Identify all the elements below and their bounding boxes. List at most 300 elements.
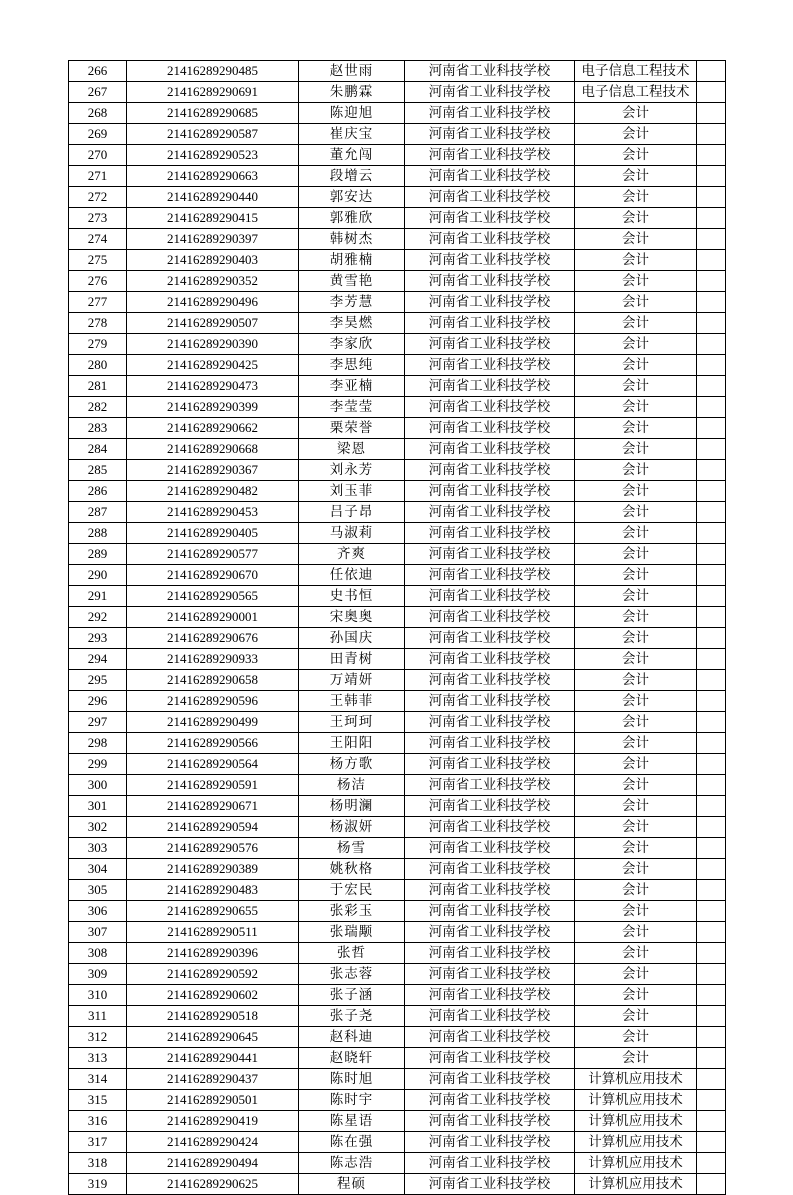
cell-student-name: 杨洁 — [299, 775, 405, 796]
cell-major-name: 电子信息工程技术 — [575, 82, 697, 103]
cell-school-name: 河南省工业科技学校 — [405, 502, 575, 523]
cell-major-name: 会计 — [575, 922, 697, 943]
cell-student-name: 杨雪 — [299, 838, 405, 859]
cell-exam-id: 21416289290483 — [127, 880, 299, 901]
cell-extra — [697, 775, 726, 796]
cell-index: 314 — [69, 1069, 127, 1090]
cell-index: 272 — [69, 187, 127, 208]
cell-index: 296 — [69, 691, 127, 712]
cell-school-name: 河南省工业科技学校 — [405, 670, 575, 691]
cell-index: 300 — [69, 775, 127, 796]
cell-student-name: 张哲 — [299, 943, 405, 964]
table-row — [69, 670, 726, 691]
cell-index: 268 — [69, 103, 127, 124]
cell-major-name: 会计 — [575, 187, 697, 208]
cell-exam-id: 21416289290645 — [127, 1027, 299, 1048]
cell-student-name: 杨淑妍 — [299, 817, 405, 838]
cell-major-name: 会计 — [575, 607, 697, 628]
cell-extra — [697, 523, 726, 544]
cell-extra — [697, 502, 726, 523]
table-row — [69, 943, 726, 964]
table-row — [69, 544, 726, 565]
cell-exam-id: 21416289290565 — [127, 586, 299, 607]
cell-exam-id: 21416289290352 — [127, 271, 299, 292]
student-roster-table — [68, 60, 726, 1195]
cell-extra — [697, 1174, 726, 1195]
table-row — [69, 754, 726, 775]
cell-exam-id: 21416289290662 — [127, 418, 299, 439]
table-row — [69, 1069, 726, 1090]
cell-exam-id: 21416289290685 — [127, 103, 299, 124]
cell-student-name: 王阳阳 — [299, 733, 405, 754]
cell-exam-id: 21416289290389 — [127, 859, 299, 880]
cell-extra — [697, 124, 726, 145]
cell-exam-id: 21416289290507 — [127, 313, 299, 334]
cell-exam-id: 21416289290511 — [127, 922, 299, 943]
cell-major-name: 会计 — [575, 1027, 697, 1048]
cell-school-name: 河南省工业科技学校 — [405, 985, 575, 1006]
cell-student-name: 史书恒 — [299, 586, 405, 607]
cell-school-name: 河南省工业科技学校 — [405, 334, 575, 355]
cell-exam-id: 21416289290676 — [127, 628, 299, 649]
table-row — [69, 103, 726, 124]
cell-student-name: 董允闯 — [299, 145, 405, 166]
cell-school-name: 河南省工业科技学校 — [405, 565, 575, 586]
cell-student-name: 崔庆宝 — [299, 124, 405, 145]
table-row — [69, 1174, 726, 1195]
cell-exam-id: 21416289290001 — [127, 607, 299, 628]
cell-major-name: 会计 — [575, 397, 697, 418]
table-row — [69, 145, 726, 166]
cell-school-name: 河南省工业科技学校 — [405, 544, 575, 565]
cell-index: 311 — [69, 1006, 127, 1027]
cell-student-name: 段增云 — [299, 166, 405, 187]
table-row — [69, 481, 726, 502]
cell-extra — [697, 208, 726, 229]
cell-index: 310 — [69, 985, 127, 1006]
cell-extra — [697, 1048, 726, 1069]
cell-exam-id: 21416289290594 — [127, 817, 299, 838]
cell-student-name: 郭安达 — [299, 187, 405, 208]
cell-exam-id: 21416289290691 — [127, 82, 299, 103]
cell-exam-id: 21416289290415 — [127, 208, 299, 229]
cell-school-name: 河南省工业科技学校 — [405, 775, 575, 796]
cell-major-name: 会计 — [575, 229, 697, 250]
cell-extra — [697, 82, 726, 103]
cell-school-name: 河南省工业科技学校 — [405, 859, 575, 880]
cell-index: 270 — [69, 145, 127, 166]
cell-exam-id: 21416289290499 — [127, 712, 299, 733]
table-row — [69, 607, 726, 628]
table-row — [69, 817, 726, 838]
cell-exam-id: 21416289290577 — [127, 544, 299, 565]
cell-student-name: 于宏民 — [299, 880, 405, 901]
cell-extra — [697, 334, 726, 355]
cell-extra — [697, 649, 726, 670]
cell-major-name: 计算机应用技术 — [575, 1132, 697, 1153]
cell-school-name: 河南省工业科技学校 — [405, 1006, 575, 1027]
cell-major-name: 会计 — [575, 712, 697, 733]
cell-exam-id: 21416289290596 — [127, 691, 299, 712]
cell-extra — [697, 376, 726, 397]
cell-extra — [697, 628, 726, 649]
cell-school-name: 河南省工业科技学校 — [405, 439, 575, 460]
cell-extra — [697, 166, 726, 187]
cell-student-name: 栗荣誉 — [299, 418, 405, 439]
cell-major-name: 会计 — [575, 775, 697, 796]
cell-extra — [697, 985, 726, 1006]
table-row — [69, 901, 726, 922]
table-row — [69, 1132, 726, 1153]
cell-exam-id: 21416289290592 — [127, 964, 299, 985]
cell-school-name: 河南省工业科技学校 — [405, 376, 575, 397]
cell-extra — [697, 229, 726, 250]
cell-school-name: 河南省工业科技学校 — [405, 817, 575, 838]
cell-school-name: 河南省工业科技学校 — [405, 1174, 575, 1195]
table-row — [69, 985, 726, 1006]
cell-exam-id: 21416289290424 — [127, 1132, 299, 1153]
cell-exam-id: 21416289290419 — [127, 1111, 299, 1132]
cell-student-name: 李昊燃 — [299, 313, 405, 334]
cell-student-name: 张子涵 — [299, 985, 405, 1006]
cell-extra — [697, 1153, 726, 1174]
cell-student-name: 刘玉菲 — [299, 481, 405, 502]
cell-major-name: 会计 — [575, 376, 697, 397]
cell-index: 306 — [69, 901, 127, 922]
cell-exam-id: 21416289290397 — [127, 229, 299, 250]
cell-student-name: 赵世雨 — [299, 61, 405, 82]
cell-extra — [697, 859, 726, 880]
cell-student-name: 李莹莹 — [299, 397, 405, 418]
cell-school-name: 河南省工业科技学校 — [405, 481, 575, 502]
cell-index: 298 — [69, 733, 127, 754]
cell-major-name: 会计 — [575, 208, 697, 229]
table-row — [69, 166, 726, 187]
cell-student-name: 王韩菲 — [299, 691, 405, 712]
cell-extra — [697, 355, 726, 376]
cell-student-name: 杨明澜 — [299, 796, 405, 817]
cell-index: 307 — [69, 922, 127, 943]
cell-school-name: 河南省工业科技学校 — [405, 691, 575, 712]
cell-extra — [697, 607, 726, 628]
table-row — [69, 880, 726, 901]
cell-major-name: 会计 — [575, 502, 697, 523]
cell-school-name: 河南省工业科技学校 — [405, 166, 575, 187]
cell-extra — [697, 1132, 726, 1153]
cell-exam-id: 21416289290501 — [127, 1090, 299, 1111]
cell-exam-id: 21416289290437 — [127, 1069, 299, 1090]
cell-student-name: 梁恩 — [299, 439, 405, 460]
cell-major-name: 计算机应用技术 — [575, 1090, 697, 1111]
cell-major-name: 会计 — [575, 691, 697, 712]
cell-student-name: 陈星语 — [299, 1111, 405, 1132]
cell-extra — [697, 712, 726, 733]
cell-exam-id: 21416289290663 — [127, 166, 299, 187]
cell-student-name: 张彩玉 — [299, 901, 405, 922]
cell-index: 287 — [69, 502, 127, 523]
cell-school-name: 河南省工业科技学校 — [405, 103, 575, 124]
cell-school-name: 河南省工业科技学校 — [405, 838, 575, 859]
cell-index: 288 — [69, 523, 127, 544]
cell-major-name: 会计 — [575, 334, 697, 355]
cell-index: 319 — [69, 1174, 127, 1195]
table-row — [69, 61, 726, 82]
cell-exam-id: 21416289290518 — [127, 1006, 299, 1027]
cell-school-name: 河南省工业科技学校 — [405, 1069, 575, 1090]
cell-major-name: 会计 — [575, 817, 697, 838]
cell-major-name: 会计 — [575, 859, 697, 880]
cell-index: 318 — [69, 1153, 127, 1174]
cell-exam-id: 21416289290367 — [127, 460, 299, 481]
cell-exam-id: 21416289290671 — [127, 796, 299, 817]
cell-exam-id: 21416289290485 — [127, 61, 299, 82]
cell-school-name: 河南省工业科技学校 — [405, 523, 575, 544]
cell-index: 267 — [69, 82, 127, 103]
cell-exam-id: 21416289290655 — [127, 901, 299, 922]
cell-student-name: 陈时宇 — [299, 1090, 405, 1111]
cell-index: 289 — [69, 544, 127, 565]
cell-major-name: 会计 — [575, 943, 697, 964]
cell-school-name: 河南省工业科技学校 — [405, 418, 575, 439]
cell-index: 295 — [69, 670, 127, 691]
cell-major-name: 会计 — [575, 124, 697, 145]
cell-index: 305 — [69, 880, 127, 901]
table-row — [69, 775, 726, 796]
cell-school-name: 河南省工业科技学校 — [405, 586, 575, 607]
cell-extra — [697, 838, 726, 859]
cell-index: 282 — [69, 397, 127, 418]
cell-student-name: 朱鹏霖 — [299, 82, 405, 103]
cell-index: 290 — [69, 565, 127, 586]
cell-exam-id: 21416289290523 — [127, 145, 299, 166]
cell-school-name: 河南省工业科技学校 — [405, 145, 575, 166]
cell-extra — [697, 586, 726, 607]
cell-exam-id: 21416289290602 — [127, 985, 299, 1006]
cell-extra — [697, 460, 726, 481]
table-row — [69, 1048, 726, 1069]
cell-exam-id: 21416289290625 — [127, 1174, 299, 1195]
table-row — [69, 859, 726, 880]
cell-index: 269 — [69, 124, 127, 145]
table-row — [69, 712, 726, 733]
cell-exam-id: 21416289290441 — [127, 1048, 299, 1069]
cell-major-name: 计算机应用技术 — [575, 1174, 697, 1195]
cell-student-name: 任依迪 — [299, 565, 405, 586]
cell-extra — [697, 1006, 726, 1027]
table-row — [69, 1006, 726, 1027]
cell-school-name: 河南省工业科技学校 — [405, 628, 575, 649]
cell-major-name: 会计 — [575, 901, 697, 922]
cell-major-name: 会计 — [575, 670, 697, 691]
cell-extra — [697, 565, 726, 586]
cell-student-name: 杨方歌 — [299, 754, 405, 775]
table-row — [69, 964, 726, 985]
table-row — [69, 397, 726, 418]
table-row — [69, 292, 726, 313]
cell-extra — [697, 1069, 726, 1090]
cell-index: 297 — [69, 712, 127, 733]
cell-exam-id: 21416289290496 — [127, 292, 299, 313]
cell-extra — [697, 103, 726, 124]
cell-exam-id: 21416289290668 — [127, 439, 299, 460]
cell-school-name: 河南省工业科技学校 — [405, 1090, 575, 1111]
table-row — [69, 1090, 726, 1111]
cell-index: 279 — [69, 334, 127, 355]
cell-student-name: 李家欣 — [299, 334, 405, 355]
cell-extra — [697, 250, 726, 271]
cell-school-name: 河南省工业科技学校 — [405, 880, 575, 901]
cell-index: 315 — [69, 1090, 127, 1111]
cell-major-name: 会计 — [575, 544, 697, 565]
cell-index: 276 — [69, 271, 127, 292]
cell-major-name: 会计 — [575, 565, 697, 586]
table-row — [69, 733, 726, 754]
table-row — [69, 355, 726, 376]
cell-major-name: 计算机应用技术 — [575, 1111, 697, 1132]
cell-extra — [697, 61, 726, 82]
cell-exam-id: 21416289290658 — [127, 670, 299, 691]
cell-major-name: 会计 — [575, 1048, 697, 1069]
cell-school-name: 河南省工业科技学校 — [405, 733, 575, 754]
cell-index: 273 — [69, 208, 127, 229]
table-row — [69, 565, 726, 586]
cell-school-name: 河南省工业科技学校 — [405, 61, 575, 82]
cell-index: 309 — [69, 964, 127, 985]
cell-major-name: 会计 — [575, 313, 697, 334]
cell-index: 308 — [69, 943, 127, 964]
cell-major-name: 会计 — [575, 355, 697, 376]
cell-major-name: 会计 — [575, 754, 697, 775]
cell-student-name: 陈迎旭 — [299, 103, 405, 124]
cell-index: 266 — [69, 61, 127, 82]
cell-school-name: 河南省工业科技学校 — [405, 607, 575, 628]
cell-major-name: 会计 — [575, 103, 697, 124]
cell-index: 316 — [69, 1111, 127, 1132]
cell-index: 275 — [69, 250, 127, 271]
cell-index: 281 — [69, 376, 127, 397]
cell-index: 301 — [69, 796, 127, 817]
table-row — [69, 376, 726, 397]
cell-school-name: 河南省工业科技学校 — [405, 964, 575, 985]
cell-school-name: 河南省工业科技学校 — [405, 649, 575, 670]
cell-exam-id: 21416289290576 — [127, 838, 299, 859]
cell-student-name: 赵晓轩 — [299, 1048, 405, 1069]
cell-index: 312 — [69, 1027, 127, 1048]
cell-extra — [697, 922, 726, 943]
cell-major-name: 会计 — [575, 418, 697, 439]
cell-extra — [697, 1027, 726, 1048]
table-row — [69, 838, 726, 859]
cell-school-name: 河南省工业科技学校 — [405, 1111, 575, 1132]
cell-major-name: 计算机应用技术 — [575, 1153, 697, 1174]
table-row — [69, 628, 726, 649]
cell-index: 317 — [69, 1132, 127, 1153]
cell-index: 304 — [69, 859, 127, 880]
cell-major-name: 会计 — [575, 1006, 697, 1027]
cell-school-name: 河南省工业科技学校 — [405, 82, 575, 103]
cell-index: 285 — [69, 460, 127, 481]
cell-exam-id: 21416289290440 — [127, 187, 299, 208]
cell-extra — [697, 901, 726, 922]
cell-extra — [697, 880, 726, 901]
cell-student-name: 赵科迪 — [299, 1027, 405, 1048]
cell-exam-id: 21416289290396 — [127, 943, 299, 964]
cell-school-name: 河南省工业科技学校 — [405, 271, 575, 292]
cell-student-name: 李芳慧 — [299, 292, 405, 313]
cell-major-name: 会计 — [575, 460, 697, 481]
table-row — [69, 691, 726, 712]
cell-extra — [697, 145, 726, 166]
cell-exam-id: 21416289290390 — [127, 334, 299, 355]
cell-student-name: 李思纯 — [299, 355, 405, 376]
cell-index: 280 — [69, 355, 127, 376]
cell-index: 284 — [69, 439, 127, 460]
cell-school-name: 河南省工业科技学校 — [405, 796, 575, 817]
cell-school-name: 河南省工业科技学校 — [405, 1048, 575, 1069]
cell-student-name: 陈在强 — [299, 1132, 405, 1153]
table-row — [69, 796, 726, 817]
cell-extra — [697, 733, 726, 754]
cell-exam-id: 21416289290933 — [127, 649, 299, 670]
cell-student-name: 郭雅欣 — [299, 208, 405, 229]
table-row — [69, 523, 726, 544]
table-row — [69, 208, 726, 229]
cell-student-name: 胡雅楠 — [299, 250, 405, 271]
cell-extra — [697, 439, 726, 460]
cell-school-name: 河南省工业科技学校 — [405, 1153, 575, 1174]
cell-student-name: 田青树 — [299, 649, 405, 670]
cell-major-name: 会计 — [575, 649, 697, 670]
roster-body — [69, 61, 726, 1195]
cell-student-name: 宋奥奥 — [299, 607, 405, 628]
table-row — [69, 1111, 726, 1132]
cell-major-name: 会计 — [575, 145, 697, 166]
cell-index: 302 — [69, 817, 127, 838]
table-row — [69, 250, 726, 271]
cell-student-name: 张子尧 — [299, 1006, 405, 1027]
cell-student-name: 万靖妍 — [299, 670, 405, 691]
table-row — [69, 1153, 726, 1174]
cell-exam-id: 21416289290399 — [127, 397, 299, 418]
cell-student-name: 齐爽 — [299, 544, 405, 565]
cell-extra — [697, 670, 726, 691]
cell-index: 291 — [69, 586, 127, 607]
cell-extra — [697, 1090, 726, 1111]
cell-exam-id: 21416289290425 — [127, 355, 299, 376]
table-row — [69, 124, 726, 145]
cell-school-name: 河南省工业科技学校 — [405, 229, 575, 250]
cell-school-name: 河南省工业科技学校 — [405, 355, 575, 376]
cell-school-name: 河南省工业科技学校 — [405, 1132, 575, 1153]
cell-extra — [697, 544, 726, 565]
cell-index: 286 — [69, 481, 127, 502]
cell-extra — [697, 754, 726, 775]
table-row — [69, 418, 726, 439]
cell-extra — [697, 817, 726, 838]
cell-index: 299 — [69, 754, 127, 775]
cell-major-name: 会计 — [575, 586, 697, 607]
cell-index: 292 — [69, 607, 127, 628]
cell-school-name: 河南省工业科技学校 — [405, 313, 575, 334]
table-row — [69, 187, 726, 208]
cell-exam-id: 21416289290564 — [127, 754, 299, 775]
cell-major-name: 会计 — [575, 628, 697, 649]
cell-school-name: 河南省工业科技学校 — [405, 460, 575, 481]
cell-major-name: 电子信息工程技术 — [575, 61, 697, 82]
cell-extra — [697, 313, 726, 334]
cell-student-name: 张志蓉 — [299, 964, 405, 985]
cell-exam-id: 21416289290482 — [127, 481, 299, 502]
